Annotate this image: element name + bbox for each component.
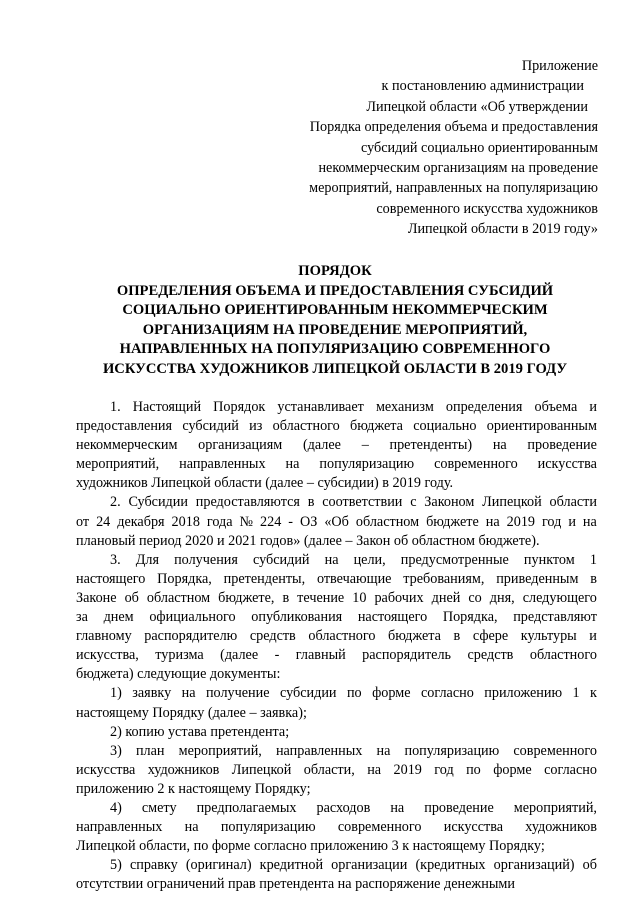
title-line: НАПРАВЛЕННЫХ НА ПОПУЛЯРИЗАЦИЮ СОВРЕМЕННОГО	[119, 341, 551, 358]
paragraph-line: 1) заявку на получение субсидии по форме согласно приложению 1 к	[110, 685, 597, 702]
document-title	[70, 262, 600, 380]
paragraph-line: 3. Для получения субсидий на цели, предусмотренные пунктом 1	[110, 551, 597, 568]
paragraph-line: 2. Субсидии предоставляются в соответствии с Законом Липецкой области	[110, 494, 597, 511]
paragraph-line: 4) смету предполагаемых расходов на проведение мероприятий,	[110, 799, 597, 816]
appendix-line: современного искусства художников	[376, 200, 598, 217]
title-line: ОПРЕДЕЛЕНИЯ ОБЪЕМА И ПРЕДОСТАВЛЕНИЯ СУБСИДИЙ	[116, 282, 554, 299]
body-paragraph	[76, 398, 597, 493]
paragraph-line: плановый период 2020 и 2021 годов» (далее – Закон об областном бюджете).	[76, 532, 540, 549]
body-paragraph	[76, 742, 597, 799]
appendix-line: Приложение	[521, 58, 598, 74]
appendix-line: к постановлению администрации	[381, 78, 584, 95]
body-paragraph	[76, 684, 597, 722]
paragraph-line: за днем официального опубликования настоящего Порядка, представляют	[76, 609, 597, 626]
paragraph-line: бюджета) следующие документы:	[76, 666, 281, 683]
paragraph-line: предоставления субсидий из областного бюджета социально ориентированным	[76, 418, 597, 435]
appendix-line: субсидий социально ориентированным	[360, 139, 598, 156]
paragraph-line: художников Липецкой области (далее – субсидии) в 2019 году.	[76, 475, 454, 492]
paragraph-line: искусства, туризма (далее - главный распорядитель средств областного	[76, 647, 597, 664]
paragraph-line: настоящего Порядка, претенденты, отвечающие требованиям, приведенным в	[76, 570, 597, 587]
title-line: ОРГАНИЗАЦИЯМ НА ПРОВЕДЕНИЕ МЕРОПРИЯТИЙ,	[142, 321, 528, 338]
appendix-header	[270, 56, 598, 240]
title-line: ИСКУССТВА ХУДОЖНИКОВ ЛИПЕЦКОЙ ОБЛАСТИ В 2019 ГОДУ	[102, 360, 568, 377]
paragraph-line: главному распорядителю средств областного бюджета в сфере культуры и	[76, 628, 597, 645]
body-paragraph	[76, 551, 597, 685]
paragraph-line: направленных на популяризацию современного искусства художников	[76, 819, 597, 836]
paragraph-line: настоящему Порядку (далее – заявка);	[76, 704, 307, 721]
body-paragraph	[76, 493, 597, 550]
paragraph-line: от 24 декабря 2018 года № 224 - ОЗ «Об областном бюджете на 2019 год и на	[76, 513, 597, 530]
paragraph-line: 3) план мероприятий, направленных на популяризацию современного	[110, 742, 597, 759]
paragraph-line: Законе об областном бюджете, в течение 10 рабочих дней со дня, следующего	[76, 589, 597, 606]
paragraph-line: некоммерческим организациям (далее – претенденты) на проведение	[76, 437, 597, 454]
body-paragraph	[76, 799, 597, 856]
appendix-line: некоммерческим организациям на проведение	[318, 160, 598, 177]
body-paragraph	[76, 856, 597, 894]
appendix-line: Порядка определения объема и предоставления	[309, 119, 598, 136]
paragraph-line: 2) копию устава претендента;	[110, 723, 290, 740]
paragraph-line: искусства художников Липецкой области, на 2019 год по форме согласно	[76, 761, 597, 778]
appendix-line: Липецкой области «Об утверждении	[366, 98, 588, 115]
document-body	[76, 398, 597, 894]
paragraph-line: 5) справку (оригинал) кредитной организации (кредитных организаций) об	[110, 857, 597, 874]
body-paragraph	[76, 723, 597, 742]
appendix-line: Липецкой области в 2019 году»	[407, 221, 598, 238]
paragraph-line: 1. Настоящий Порядок устанавливает механизм определения объема и	[110, 399, 597, 415]
paragraph-line: Липецкой области, по форме согласно приложению 3 к настоящему Порядку;	[76, 838, 545, 855]
paragraph-line: приложению 2 к настоящему Порядку;	[76, 780, 311, 797]
appendix-line: мероприятий, направленных на популяризацию	[309, 180, 598, 197]
paragraph-line: мероприятий, направленных на популяризацию современного искусства	[76, 456, 597, 473]
title-line: СОЦИАЛЬНО ОРИЕНТИРОВАННЫМ НЕКОММЕРЧЕСКИМ	[122, 302, 548, 319]
title-line: ПОРЯДОК	[298, 263, 372, 279]
paragraph-line: отсутствии ограничений прав претендента на распоряжение денежными	[76, 876, 515, 893]
